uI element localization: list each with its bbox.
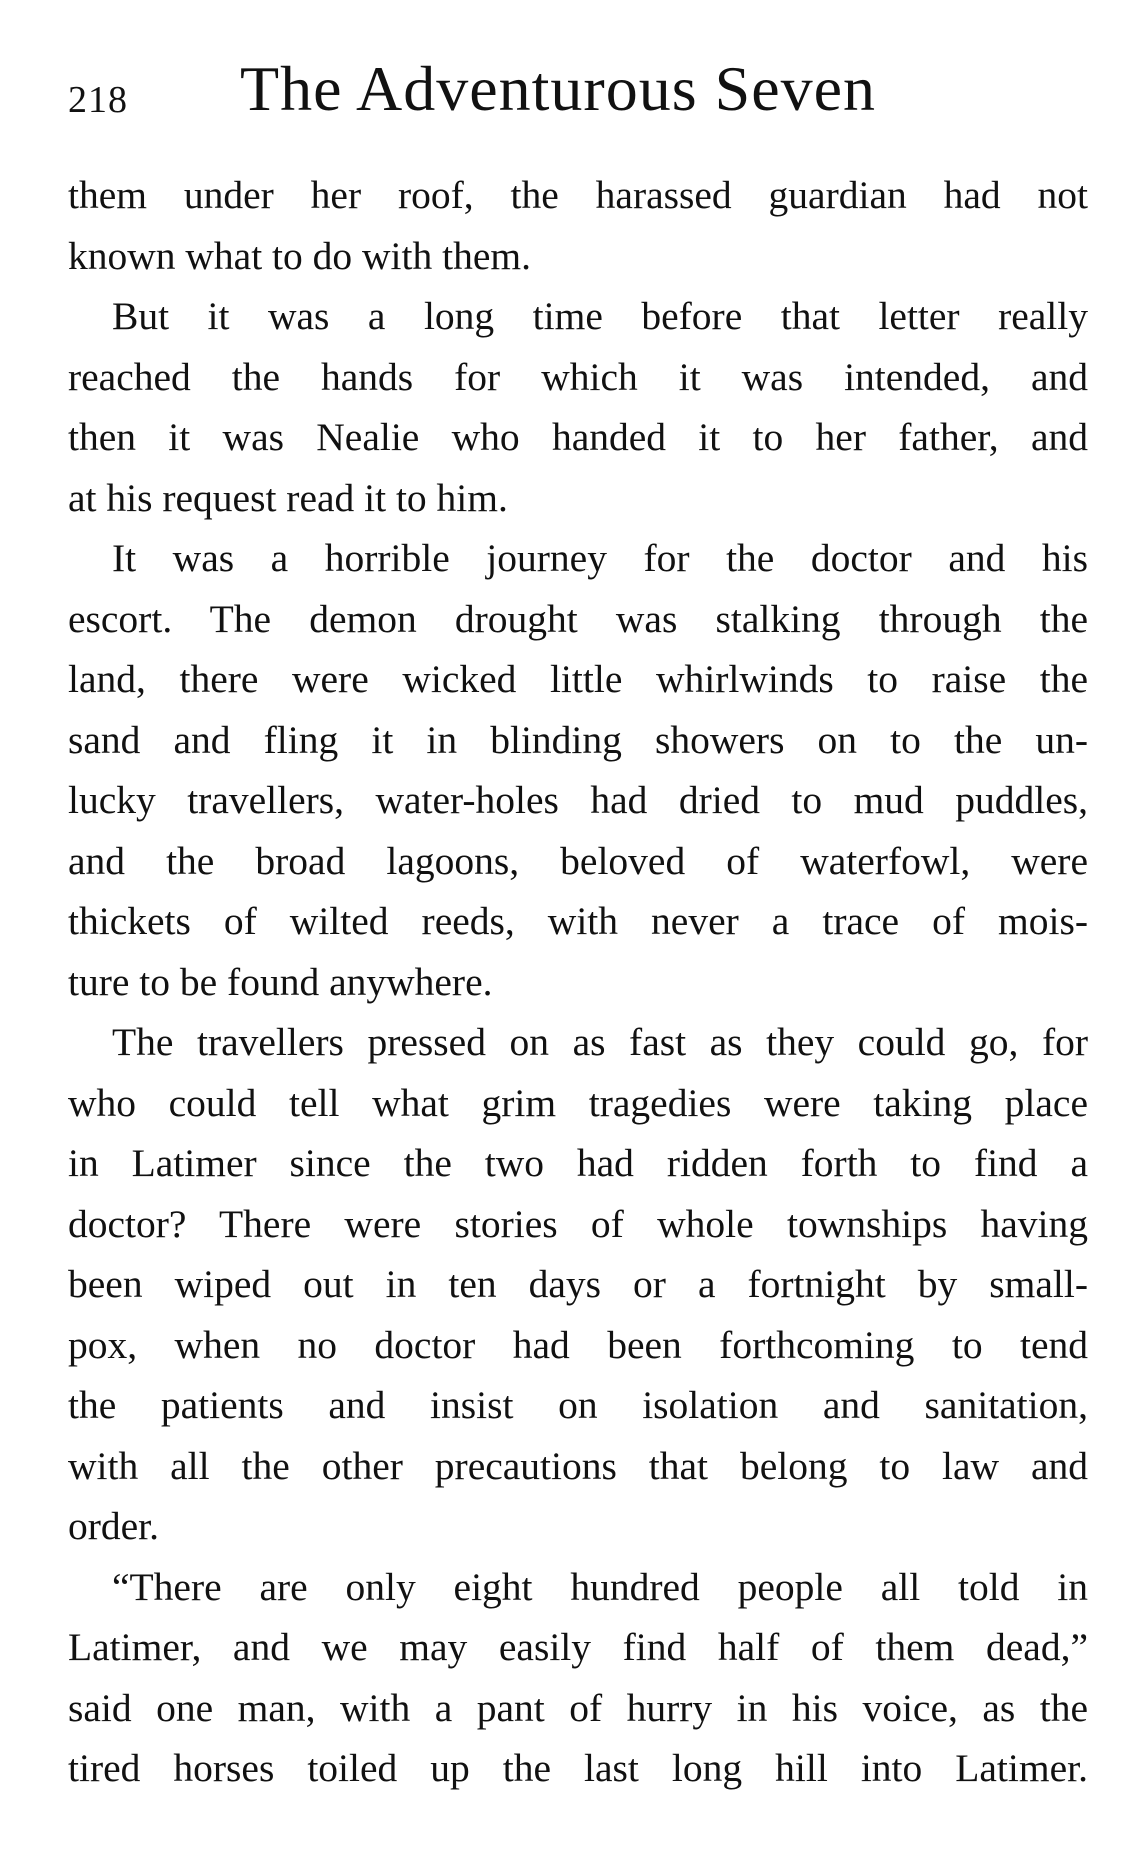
text-line: them under her roof, the harassed guardian had not [68, 173, 1088, 217]
page-header [68, 52, 1088, 132]
text-line: It was a horrible journey for the doctor and his [112, 536, 1088, 580]
text-line: thickets of wilted reeds, with never a trace of mois- [68, 899, 1088, 943]
text-line: escort. The demon drought was stalking through the [68, 596, 1088, 641]
text-line: with all the other precautions that belong to law and [68, 1443, 1088, 1488]
text-line: the patients and insist on isolation and sanitation, [68, 1383, 1088, 1427]
body-text [68, 165, 1088, 1799]
text-line: ture to be found anywhere. [68, 959, 493, 1004]
text-line: at his request read it to him. [68, 475, 508, 520]
text-line: then it was Nealie who handed it to her father, and [68, 415, 1088, 459]
text-line: reached the hands for which it was intended, and [68, 354, 1088, 399]
text-line: Latimer, and we may easily find half of them dead,” [68, 1625, 1088, 1669]
text-line: and the broad lagoons, beloved of waterfowl, were [68, 838, 1088, 883]
text-line: in Latimer since the two had ridden forth to find a [68, 1141, 1088, 1185]
text-line: But it was a long time before that letter really [112, 294, 1088, 338]
text-line: been wiped out in ten days or a fortnight by small- [68, 1262, 1088, 1306]
text-line: said one man, with a pant of hurry in his voice, as the [68, 1685, 1088, 1730]
text-line: known what to do with them. [68, 233, 531, 278]
text-line: “There are only eight hundred people all told in [112, 1564, 1088, 1609]
text-line: pox, when no doctor had been forthcoming to tend [68, 1322, 1088, 1367]
text-line: who could tell what grim tragedies were taking place [68, 1080, 1088, 1125]
text-line: lucky travellers, water-holes had dried to mud puddles, [68, 778, 1088, 822]
page-number: 218 [68, 79, 128, 121]
text-line: tired horses toiled up the last long hill into Latimer. [68, 1746, 1088, 1790]
text-line: sand and fling it in blinding showers on to the un- [68, 717, 1088, 762]
text-line: land, there were wicked little whirlwinds to raise the [68, 657, 1088, 701]
text-line: The travellers pressed on as fast as they could go, for [112, 1020, 1088, 1064]
text-line: order. [68, 1504, 160, 1548]
text-line: doctor? There were stories of whole townships having [68, 1201, 1088, 1246]
running-title: The Adventurous Seven [240, 53, 876, 124]
